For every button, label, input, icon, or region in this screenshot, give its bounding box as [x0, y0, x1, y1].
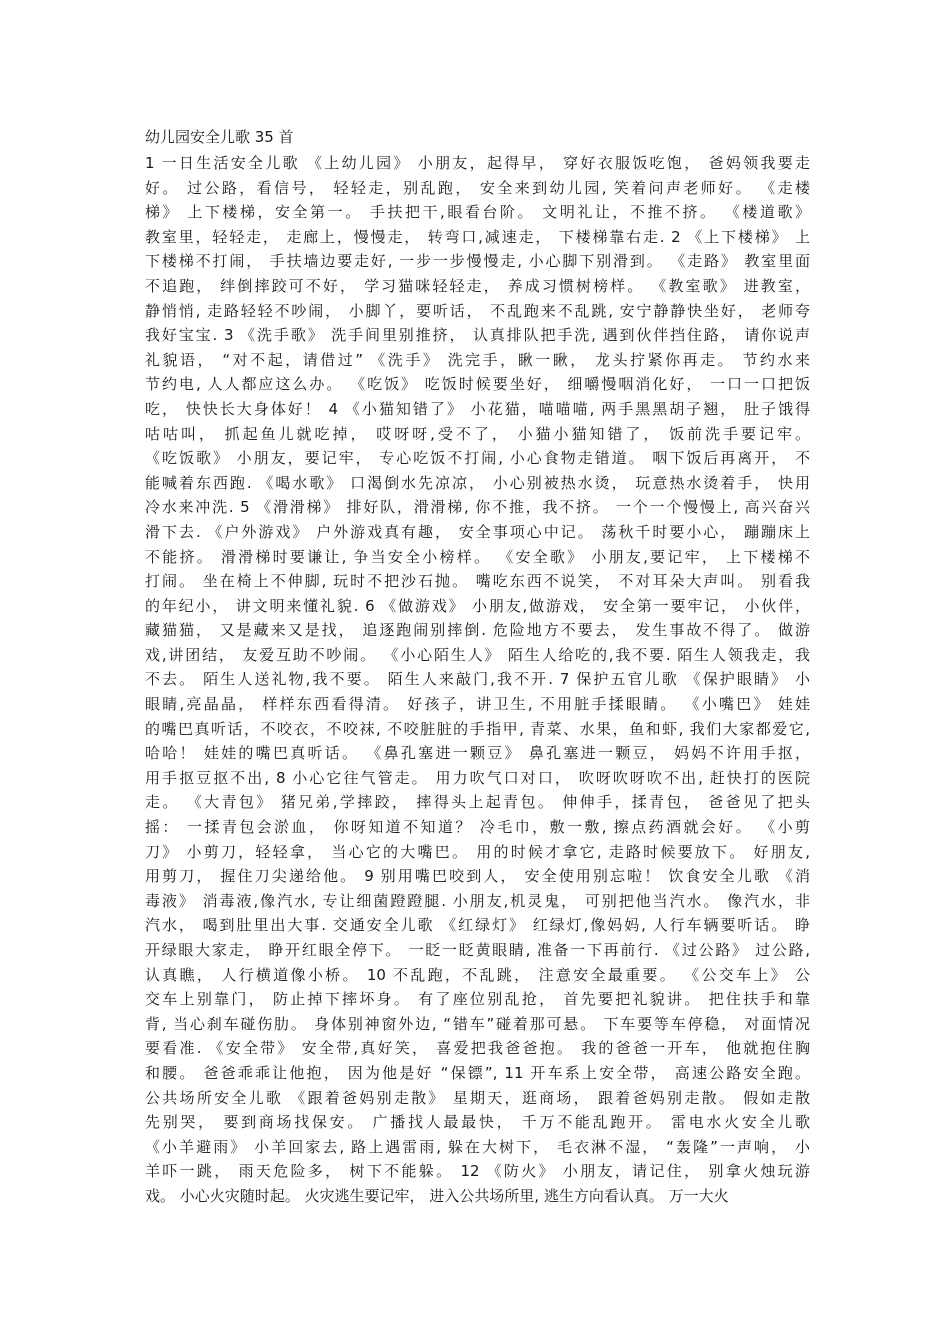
- document-line: 认真瞧， 人行横道像小桥。 10 不乱跑，不乱跳， 注意安全最重要。 《公交车上》 公: [145, 965, 810, 984]
- document-line: 好。 过公路，看信号， 轻轻走，别乱跑， 安全来到幼儿园, 笑着问声老师好。 《走楼: [145, 178, 810, 197]
- document-line: 走。 《大青包》 猪兄弟,学摔跤， 摔得头上起青包。 伸伸手，揉青包， 爸爸见了把头: [145, 793, 810, 812]
- document-line: 节约电, 人人都应这么办。 《吃饭》 吃饭时候要坐好， 细嚼慢咽消化好， 一口一口把饭: [145, 375, 810, 394]
- document-line: 羊吓一跳， 雨天危险多， 树下不能躲。 12 《防火》 小朋友，请记住， 别拿火烛玩游: [145, 1162, 810, 1181]
- document-line: 戏。 小心火灾随时起。 火灾逃生要记牢， 进入公共场所里, 逃生方向看认真。 万一大火: [145, 1186, 729, 1205]
- document-line: 用手抠豆抠不出, 8 小心它往气管走。 用力吹气口对口， 吹呀吹呀吹不出, 赶快打的医院: [145, 768, 810, 787]
- document-body: [145, 124, 810, 1209]
- document-line: 开绿眼大家走， 睁开红眼全停下。 一眨一眨黄眼睛, 准备一下再前行. 《过公路》 过公路,: [145, 941, 810, 959]
- document-line: 不追跑， 绊倒摔跤可不好， 学习猫咪轻轻走， 养成习惯树榜样。 《教室歌》 进教室，: [145, 276, 810, 295]
- document-line: 吃， 快快长大身体好！ 4 《小猫知错了》 小花猫，喵喵喵, 两手黑黑胡子翘， 肚子饿得: [145, 399, 810, 418]
- document-line: 的年纪小， 讲文明来懂礼貌. 6 《做游戏》 小朋友,做游戏， 安全第一要牢记， 小伙伴，: [145, 596, 810, 615]
- document-line: 静悄悄, 走路轻轻不吵闹， 小脚丫，要听话， 不乱跑来不乱跳, 安宁静静快坐好， 老师夸: [145, 301, 810, 320]
- document-line: 的嘴巴真听话，不咬衣，不咬袜, 不咬脏脏的手指甲, 青菜、水果，鱼和虾, 我们大家都爱它,: [145, 719, 810, 738]
- document-line: 《吃饭歌》 小朋友，要记牢， 专心吃饭不打闹, 小心食物走错道。 咽下饭后再离开， 不: [145, 449, 810, 468]
- document-line: 下楼梯不打闹， 手扶墙边要走好, 一步一步慢慢走, 小心脚下别滑到。 《走路》 教室里面: [145, 252, 810, 271]
- document-line: 汽水， 喝到肚里出大事. 交通安全儿歌 《红绿灯》 红绿灯,像妈妈, 人行车辆要听话。 睁: [145, 916, 810, 935]
- document-line: 背, 当心刹车碰伤肋。 身体别神窗外边, “错车”碰着那可悬。 下车要等车停稳， 对面情况: [145, 1014, 810, 1033]
- document-line: 打闹。 坐在椅上不伸脚, 玩时不把沙石抛。 嘴吃东西不说笑， 不对耳朵大声叫。 别看我: [145, 572, 810, 591]
- document-line: 冷水来冲洗. 5 《滑滑梯》 排好队，滑滑梯, 你不推，我不挤。 一个一个慢慢上, 高兴奋兴: [145, 498, 810, 517]
- document-line: 摇： 一揉青包会淤血， 你呀知道不知道？ 冷毛巾，敷一敷, 擦点药酒就会好。 《小剪: [145, 818, 810, 837]
- document-title: 幼儿园安全儿歌 35 首: [145, 128, 294, 146]
- document-line: 1 一日生活安全儿歌 《上幼儿园》 小朋友，起得早， 穿好衣服饭吃饱， 爸妈领我要走: [145, 154, 810, 172]
- document-line: 藏猫猫， 又是藏来又是找， 追逐跑闹别摔倒. 危险地方不要去， 发生事故不得了。 做游: [145, 621, 810, 640]
- document-line: 礼貌语， “对不起，请借过” 《洗手》 洗完手，瞅一瞅， 龙头拧紧你再走。 节约水来: [145, 350, 810, 369]
- document-line: 我好宝宝. 3 《洗手歌》 洗手间里别推挤， 认真排队把手洗, 遇到伙伴挡住路， 请你说声: [145, 326, 810, 345]
- document-line: 滑下去. 《户外游戏》 户外游戏真有趣， 安全事项心中记。 荡秋千时要小心， 蹦蹦床上: [145, 522, 810, 541]
- document-line: 用剪刀， 握住刀尖递给他。 9 别用嘴巴咬到人， 安全使用别忘啦！ 饮食安全儿歌 《消: [145, 867, 810, 886]
- document-line: 教室里，轻轻走， 走廊上，慢慢走， 转弯口,减速走， 下楼梯靠右走. 2 《上下楼梯》 上: [145, 227, 810, 246]
- document-line: 咕咕叫， 抓起鱼儿就吃掉， 哎呀呀,受不了， 小猫小猫知错了， 饭前洗手要记牢。: [145, 424, 810, 443]
- document-line: 哈哈！ 娃娃的嘴巴真听话。 《鼻孔塞进一颗豆》 鼻孔塞进一颗豆， 妈妈不许用手抠，: [145, 744, 810, 763]
- document-line: 公共场所安全儿歌 《跟着爸妈别走散》 星期天，逛商场， 跟着爸妈别走散。 假如走散: [145, 1088, 810, 1107]
- document-line: 不去。 陌生人送礼物,我不要。 陌生人来敲门,我不开. 7 保护五官儿歌 《保护眼睛》 小: [145, 670, 810, 689]
- document-line: 梯》 上下楼梯，安全第一。 手扶把干,眼看台阶。 文明礼让，不推不挤。 《楼道歌》: [145, 203, 810, 222]
- document-line: 毒液》 消毒液,像汽水, 专让细菌蹬蹬腿. 小朋友,机灵鬼， 可别把他当汽水。 像汽水，非: [145, 891, 810, 910]
- document-line: 刀》 小剪刀，轻轻拿， 当心它的大嘴巴。 用的时候才拿它, 走路时候要放下。 好朋友,: [145, 842, 810, 861]
- document-text-lines: [145, 151, 810, 1209]
- document-line: 要看准. 《安全带》 安全带,真好笑， 喜爱把我爸爸抱。 我的爸爸一开车， 他就抱住胸: [145, 1039, 810, 1058]
- document-line: 眼睛,亮晶晶， 样样东西看得清。 好孩子，讲卫生, 不用脏手揉眼睛。 《小嘴巴》 娃娃: [145, 695, 810, 714]
- document-line: 《小羊避雨》 小羊回家去, 路上遇雷雨, 躲在大树下， 毛衣淋不湿， “轰隆”一声响， 小: [145, 1137, 810, 1156]
- document-line: 能喊着东西跑. 《喝水歌》 口渴倒水先凉凉， 小心别被热水烫， 玩意热水烫着手， 快用: [145, 473, 810, 492]
- document-line: 交车上别靠门， 防止掉下摔坏身。 有了座位别乱抢， 首先要把礼貌讲。 把住扶手和靠: [145, 990, 810, 1009]
- document-line: 戏,讲团结， 友爱互助不吵闹。 《小心陌生人》 陌生人给吃的,我不要. 陌生人领我走，我: [145, 645, 810, 664]
- document-line: 和腰。 爸爸乖乖让他抱， 因为他是好 “保镖”, 11 开车系上安全带， 高速公路安全跑。: [145, 1063, 810, 1082]
- document-line: 先别哭， 要到商场找保安。 广播找人最最快， 千万不能乱跑开。 雷电水火安全儿歌: [145, 1113, 810, 1132]
- document-line: 不能挤。 滑滑梯时要谦让, 争当安全小榜样。 《安全歌》 小朋友,要记牢， 上下楼梯不: [145, 547, 810, 566]
